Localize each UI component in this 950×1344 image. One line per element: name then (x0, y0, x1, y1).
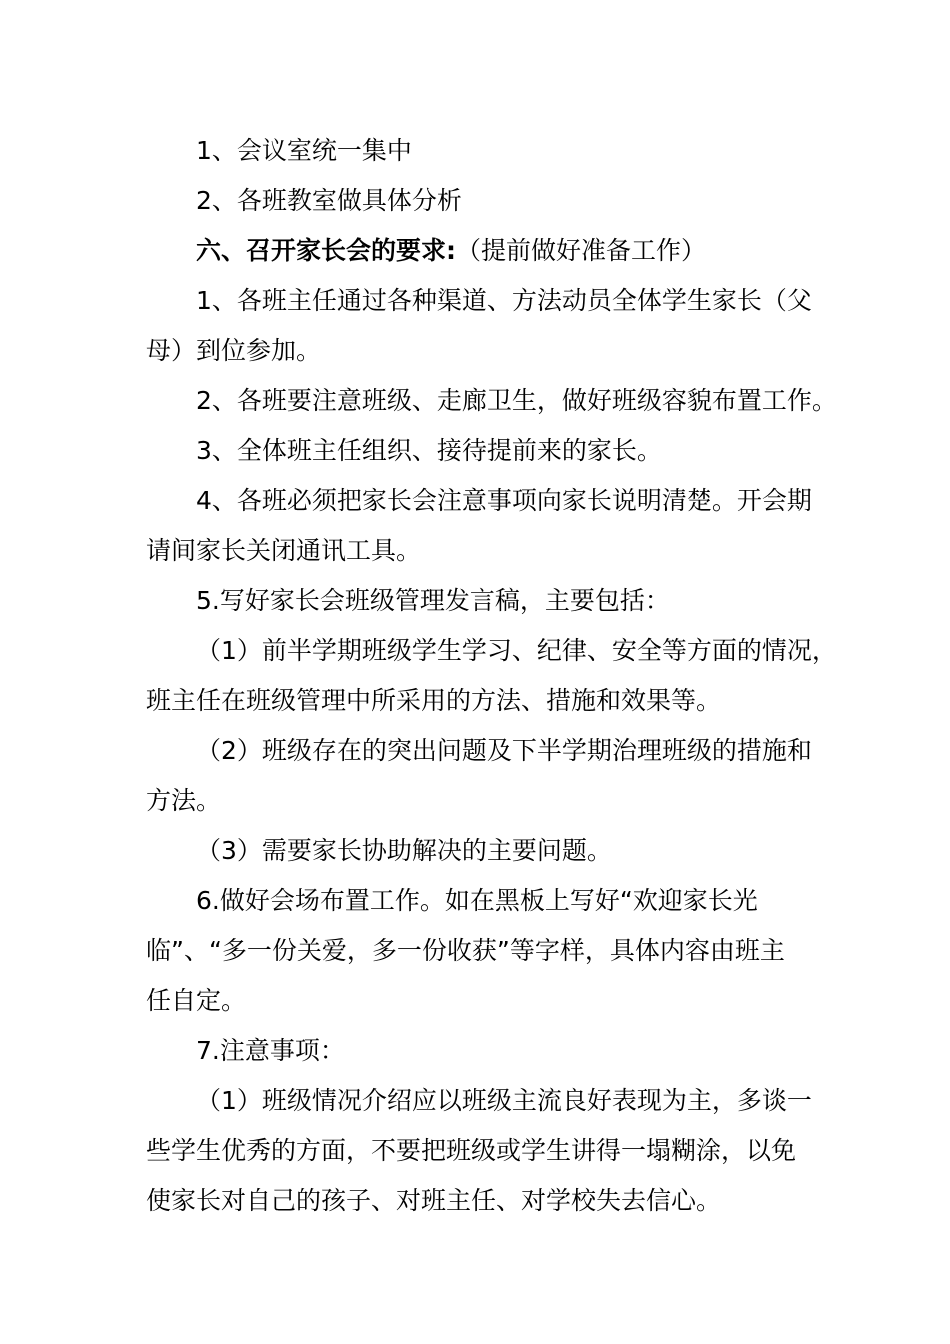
section-heading-six (146, 226, 814, 276)
text-line: 方法。 (146, 786, 222, 815)
text-line: 些学生优秀的方面，不要把班级或学生讲得一塌糊涂，以免 (146, 1136, 797, 1165)
text-line: 1、会议室统一集中 (196, 136, 412, 165)
text-line: 6.做好会场布置工作。如在黑板上写好“欢迎家长光 (196, 886, 758, 915)
requirement-4 (146, 476, 814, 576)
text-line: 班主任在班级管理中所采用的方法、措施和效果等。 (146, 686, 722, 715)
text-line: 1、各班主任通过各种渠道、方法动员全体学生家长（父 (196, 286, 812, 315)
requirement-5-sub-3 (146, 826, 814, 876)
requirement-6 (146, 876, 814, 1026)
section-heading-note: （提前做好准备工作） (456, 236, 707, 265)
requirement-7-sub-1 (146, 1076, 814, 1226)
text-line: 母）到位参加。 (146, 336, 322, 365)
text-line: 3、全体班主任组织、接待提前来的家长。 (196, 436, 662, 465)
text-line: 临”、“多一份关爱，多一份收获”等字样，具体内容由班主 (146, 936, 785, 965)
requirement-3 (146, 426, 814, 476)
text-line: （1）前半学期班级学生学习、纪律、安全等方面的情况， (196, 636, 837, 665)
requirement-2 (146, 376, 837, 426)
requirement-7 (146, 1026, 814, 1076)
requirement-1 (146, 276, 814, 376)
text-line: （3）需要家长协助解决的主要问题。 (196, 836, 612, 865)
text-line: 7.注意事项： (196, 1036, 345, 1065)
text-line: 4、各班必须把家长会注意事项向家长说明清楚。开会期 (196, 486, 812, 515)
text-line: 使家长对自己的孩子、对班主任、对学校失去信心。 (146, 1186, 722, 1215)
list-item-meeting-room (146, 126, 814, 176)
text-line: 2、各班要注意班级、走廊卫生，做好班级容貌布置工作。 (196, 386, 837, 415)
requirement-5-sub-2 (146, 726, 814, 826)
text-line: （2）班级存在的突出问题及下半学期治理班级的措施和 (196, 736, 812, 765)
text-line: （1）班级情况介绍应以班级主流良好表现为主，多谈一 (196, 1086, 812, 1115)
document-body (146, 126, 837, 1226)
text-line: 2、各班教室做具体分析 (196, 186, 462, 215)
requirement-5 (146, 576, 814, 626)
list-item-classrooms (146, 176, 814, 226)
text-line: 任自定。 (146, 986, 247, 1015)
requirement-5-sub-1 (146, 626, 837, 726)
section-heading-title: 六、召开家长会的要求: (196, 236, 456, 265)
text-line: 5.写好家长会班级管理发言稿，主要包括： (196, 586, 670, 615)
text-line: 请间家长关闭通讯工具。 (146, 536, 422, 565)
